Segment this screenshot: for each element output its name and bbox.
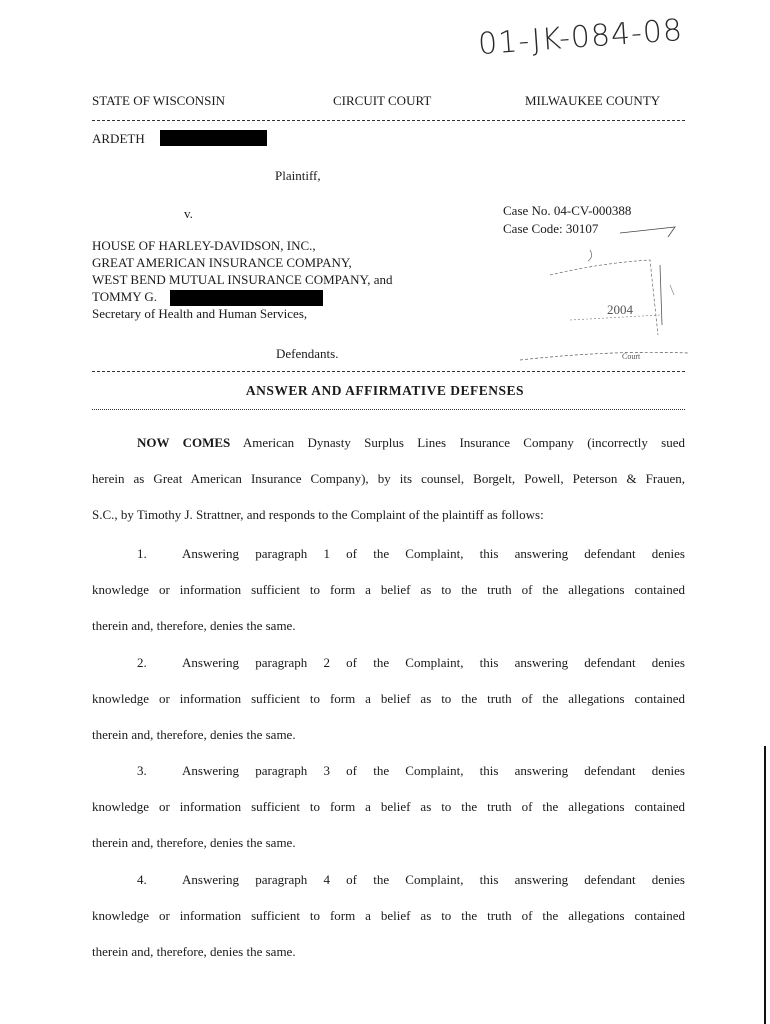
paragraph-number: 1. xyxy=(137,546,147,561)
intro-paragraph xyxy=(92,425,685,533)
paragraph-line: knowledge or information sufficient to form a belief as to the truth of the allegations contained xyxy=(92,908,685,923)
intro-line xyxy=(92,425,685,461)
defendant-line: GREAT AMERICAN INSURANCE COMPANY, xyxy=(92,255,352,270)
paragraph-line-text: Answering paragraph 4 of the Complaint, this answering defendant denies xyxy=(182,872,685,887)
stamp-text-year: 2004 xyxy=(607,302,633,317)
document-title: ANSWER AND AFFIRMATIVE DEFENSES xyxy=(245,383,525,398)
handwritten-note: 01-JK-084-08 xyxy=(477,12,685,63)
stamp-text-court: Court xyxy=(622,352,641,361)
paragraph-line-text: Answering paragraph 2 of the Complaint, this answering defendant denies xyxy=(182,655,685,670)
paragraph-2 xyxy=(92,645,685,753)
header-county: MILWAUKEE COUNTY xyxy=(525,93,661,108)
paragraph-number: 3. xyxy=(137,763,147,778)
header-divider xyxy=(92,120,685,121)
redaction-bar xyxy=(160,130,267,146)
plaintiff-label: Plaintiff, xyxy=(275,168,321,183)
intro-line-text: American Dynasty Surplus Lines Insurance Company (incorrectly sued xyxy=(242,435,685,450)
paragraph-line xyxy=(92,536,685,572)
defendant-line: HOUSE OF HARLEY-DAVIDSON, INC., xyxy=(92,238,316,253)
header-court: CIRCUIT COURT xyxy=(333,93,432,108)
caption-divider xyxy=(92,371,685,372)
scan-edge-line xyxy=(764,746,766,1024)
defendant-line: WEST BEND MUTUAL INSURANCE COMPANY, and xyxy=(92,272,393,287)
redaction-bar xyxy=(170,290,323,306)
paragraph-number: 4. xyxy=(137,872,147,887)
paragraph-4 xyxy=(92,862,685,970)
intro-line: herein as Great American Insurance Company), by its counsel, Borgelt, Powell, Peterson & Frauen, xyxy=(92,471,685,486)
plaintiff-name: ARDETH xyxy=(92,131,145,146)
title-divider xyxy=(92,409,685,410)
case-code: Case Code: 30107 xyxy=(503,221,599,236)
paragraph-line: therein and, therefore, denies the same. xyxy=(92,944,296,959)
paragraph-line-text: Answering paragraph 3 of the Complaint, this answering defendant denies xyxy=(182,763,685,778)
paragraph-line: therein and, therefore, denies the same. xyxy=(92,835,296,850)
intro-line: S.C., by Timothy J. Strattner, and responds to the Complaint of the plaintiff as follows: xyxy=(92,507,544,522)
paragraph-line xyxy=(92,753,685,789)
paragraph-line: knowledge or information sufficient to form a belief as to the truth of the allegations contained xyxy=(92,691,685,706)
paragraph-line xyxy=(92,645,685,681)
case-number: Case No. 04-CV-000388 xyxy=(503,203,632,218)
paragraph-line: therein and, therefore, denies the same. xyxy=(92,727,296,742)
versus-label: v. xyxy=(184,206,193,221)
intro-lead: NOW COMES xyxy=(137,435,231,450)
paragraph-line: knowledge or information sufficient to form a belief as to the truth of the allegations contained xyxy=(92,799,685,814)
paragraph-line xyxy=(92,862,685,898)
defendant-line: Secretary of Health and Human Services, xyxy=(92,306,308,321)
paragraph-line: therein and, therefore, denies the same. xyxy=(92,618,296,633)
paragraph-1 xyxy=(92,536,685,644)
paragraph-3 xyxy=(92,753,685,861)
paragraph-number: 2. xyxy=(137,655,147,670)
filing-stamp xyxy=(510,225,690,375)
defendant-line: TOMMY G. xyxy=(92,289,158,304)
paragraph-line-text: Answering paragraph 1 of the Complaint, this answering defendant denies xyxy=(182,546,685,561)
header-state: STATE OF WISCONSIN xyxy=(92,93,226,108)
paragraph-line: knowledge or information sufficient to form a belief as to the truth of the allegations contained xyxy=(92,582,685,597)
defendants-label: Defendants. xyxy=(276,346,339,361)
